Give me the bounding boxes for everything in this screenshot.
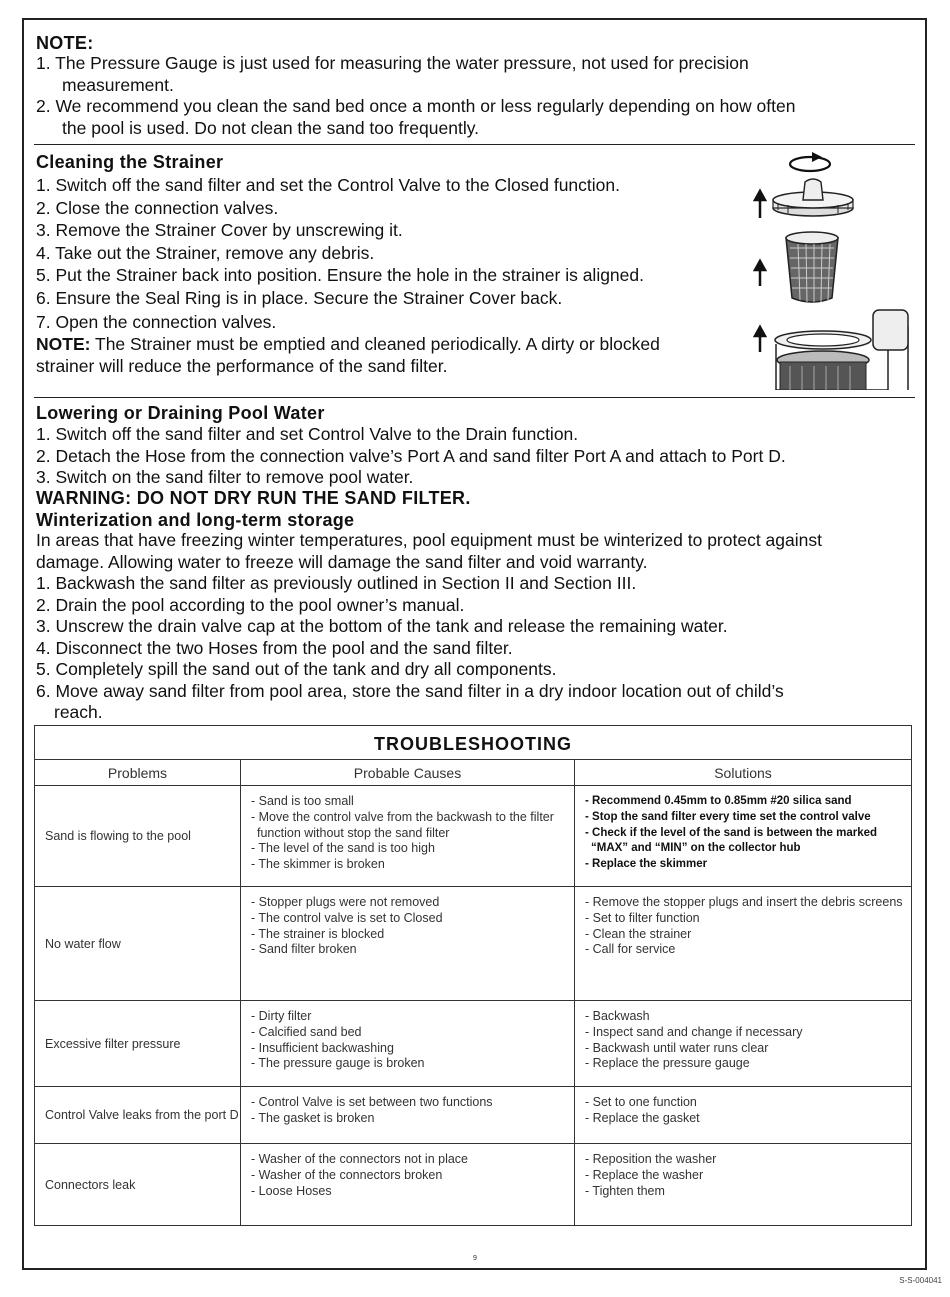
table-title: TROUBLESHOOTING: [35, 726, 912, 760]
note-item: the pool is used. Do not clean the sand too frequently.: [62, 117, 480, 138]
up-arrow-icons: [755, 191, 765, 352]
divider: [34, 397, 915, 398]
solution-item: - Stop the sand filter every time set the control valve: [585, 810, 871, 823]
causes-cell: [241, 1001, 575, 1087]
cause-item: - Move the control valve from the backwash to the filter function without stop the sand filter: [251, 809, 554, 840]
column-header: Solutions: [575, 760, 912, 786]
strainer-cover-icon: [773, 179, 853, 216]
strainer-illustration: [748, 148, 914, 390]
strainer-note: [36, 334, 756, 356]
cause-item: - The pressure gauge is broken: [251, 1056, 425, 1071]
solution-item: - Reposition the washer: [585, 1152, 717, 1166]
winter-step: 5. Completely spill the sand out of the tank and dry all components.: [36, 659, 557, 679]
solution-item: - Set to one function: [585, 1095, 697, 1109]
winter-intro: In areas that have freezing winter temperatures, pool equipment must be winterized to protect against: [36, 530, 822, 550]
strainer-steps: [36, 175, 756, 377]
cause-item: - Sand filter broken: [251, 942, 357, 957]
cause-item: - Stopper plugs were not removed: [251, 895, 440, 909]
note-item: measurement.: [62, 74, 174, 95]
cause-item: - Sand is too small: [251, 794, 354, 808]
solutions-cell: [575, 1087, 912, 1144]
cause-item: - Loose Hoses: [251, 1183, 332, 1198]
winter-step: 6. Move away sand filter from pool area, store the sand filter in a dry indoor location out of child’s: [36, 680, 784, 701]
winter-intro: damage. Allowing water to freeze will damage the sand filter and void warranty.: [36, 551, 648, 572]
causes-cell: [241, 887, 575, 1001]
solutions-cell: [575, 1144, 912, 1226]
winter-step: reach.: [54, 702, 103, 722]
strainer-note-text: The Strainer must be emptied and cleaned periodically. A dirty or blocked: [90, 333, 660, 354]
document-code: S-S-004041: [899, 1276, 942, 1285]
strainer-step: 7. Open the connection valves.: [36, 311, 277, 332]
solution-item: - Replace the skimmer: [585, 858, 708, 871]
solution-item: - Backwash: [585, 1009, 650, 1023]
table-row: [35, 887, 912, 1001]
troubleshooting-table: [34, 725, 912, 1226]
winter-heading: Winterization and long-term storage: [36, 510, 355, 530]
solution-item: - Call for service: [585, 942, 676, 957]
problem-cell: Excessive filter pressure: [35, 1001, 241, 1087]
cause-item: - Washer of the connectors broken: [251, 1167, 443, 1182]
rotate-arrowhead-icon: [812, 152, 822, 162]
solution-item: - Inspect sand and change if necessary: [585, 1024, 803, 1039]
note-heading: NOTE:: [36, 33, 94, 53]
causes-cell: [241, 1087, 575, 1144]
table-row: [35, 1001, 912, 1087]
solution-item: - Replace the gasket: [585, 1110, 700, 1125]
draining-step: 2. Detach the Hose from the connection valve’s Port A and sand filter Port A and attach to Port D.: [36, 445, 786, 466]
winter-step: 1. Backwash the sand filter as previously outlined in Section II and Section III.: [36, 573, 637, 593]
problem-cell: Control Valve leaks from the port D: [35, 1087, 241, 1144]
problem-cell: Connectors leak: [35, 1144, 241, 1226]
table-row: [35, 786, 912, 887]
draining-heading: Lowering or Draining Pool Water: [36, 403, 325, 423]
causes-cell: [241, 786, 575, 887]
strainer-heading: Cleaning the Strainer: [36, 152, 224, 172]
strainer-step: 1. Switch off the sand filter and set the Control Valve to the Closed function.: [36, 175, 620, 195]
winter-step: 4. Disconnect the two Hoses from the pool and the sand filter.: [36, 637, 513, 658]
solution-item: - Replace the washer: [585, 1167, 704, 1182]
solution-item: - Tighten them: [585, 1183, 665, 1198]
pump-housing-icon: [775, 310, 908, 390]
cause-item: - The control valve is set to Closed: [251, 910, 443, 925]
strainer-step: 4. Take out the Strainer, remove any debris.: [36, 242, 375, 263]
winter-step: 2. Drain the pool according to the pool owner’s manual.: [36, 594, 465, 615]
strainer-step: 6. Ensure the Seal Ring is in place. Secure the Strainer Cover back.: [36, 287, 563, 308]
draining-steps: [36, 424, 916, 489]
rotate-arrow-icon: [790, 157, 830, 171]
strainer-step: 5. Put the Strainer back into position. Ensure the hole in the strainer is aligned.: [36, 265, 644, 285]
solution-item: - Clean the strainer: [585, 926, 692, 941]
solutions-cell: [575, 1001, 912, 1087]
solution-item: - Backwash until water runs clear: [585, 1040, 769, 1055]
page-number: 9: [473, 1255, 477, 1262]
cause-item: - The strainer is blocked: [251, 926, 385, 941]
cause-item: - Dirty filter: [251, 1009, 312, 1023]
winter-body: [36, 530, 916, 724]
cause-item: - The level of the sand is too high: [251, 841, 435, 856]
table-row: [35, 1087, 912, 1144]
column-header: Probable Causes: [241, 760, 575, 786]
draining-step: 3. Switch on the sand filter to remove pool water.: [36, 467, 414, 487]
cause-item: - Control Valve is set between two functions: [251, 1095, 493, 1109]
cause-item: - Washer of the connectors not in place: [251, 1152, 469, 1166]
strainer-step: 3. Remove the Strainer Cover by unscrewing it.: [36, 220, 403, 240]
strainer-note-text-2: strainer will reduce the performance of the sand filter.: [36, 355, 448, 376]
note-item: 1. The Pressure Gauge is just used for measuring the water pressure, not used for precision: [36, 53, 749, 73]
solution-item: - Check if the level of the sand is between the marked “MAX” and “MIN” on the collector hub: [585, 826, 878, 855]
strainer-step: 2. Close the connection valves.: [36, 197, 279, 218]
problem-cell: No water flow: [35, 887, 241, 1001]
causes-cell: [241, 1144, 575, 1226]
note-list: [36, 53, 906, 139]
winter-step: 3. Unscrew the drain valve cap at the bottom of the tank and release the remaining water.: [36, 616, 728, 636]
solution-item: - Remove the stopper plugs and insert the debris screens: [585, 895, 903, 909]
cause-item: - The skimmer is broken: [251, 857, 385, 872]
strainer-note-label: NOTE:: [36, 333, 91, 354]
table-row: [35, 1144, 912, 1226]
problem-cell: Sand is flowing to the pool: [35, 786, 241, 887]
cause-item: - Insufficient backwashing: [251, 1040, 394, 1055]
column-header: Problems: [35, 760, 241, 786]
cause-item: - Calcified sand bed: [251, 1024, 362, 1039]
warning-text: WARNING: DO NOT DRY RUN THE SAND FILTER.: [36, 488, 471, 508]
cause-item: - The gasket is broken: [251, 1110, 375, 1125]
note-item: 2. We recommend you clean the sand bed once a month or less regularly depending on how often: [36, 96, 796, 116]
solution-item: - Recommend 0.45mm to 0.85mm #20 silica sand: [585, 795, 852, 807]
solution-item: - Replace the pressure gauge: [585, 1056, 750, 1071]
solutions-cell: [575, 786, 912, 887]
solution-item: - Set to filter function: [585, 910, 700, 925]
draining-step: 1. Switch off the sand filter and set Control Valve to the Drain function.: [36, 424, 579, 444]
divider: [34, 144, 915, 145]
strainer-basket-icon: [786, 232, 838, 302]
solutions-cell: [575, 887, 912, 1001]
